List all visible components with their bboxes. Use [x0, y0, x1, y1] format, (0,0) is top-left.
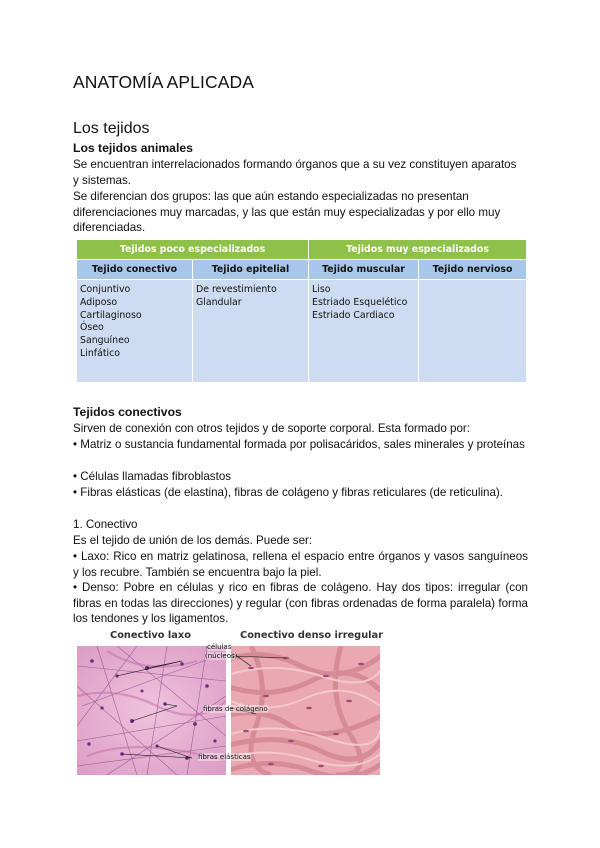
connective-bullet-cells: • Células llamadas fibroblastos [73, 470, 232, 483]
group-high-specialized: Tejidos muy especializados [309, 240, 527, 260]
header-epithelial: Tejido epitelial [193, 260, 309, 280]
conectivo-heading: 1. Conectivo [73, 518, 138, 531]
label-cells: células [207, 643, 232, 651]
label-collagen-fibers: fibras de colágeno [203, 705, 268, 713]
list-item: Cartilaginoso [80, 309, 142, 321]
cell-connective-types [77, 280, 193, 383]
list-item: Estriado Cardiaco [312, 309, 395, 321]
cell-epithelial-types [193, 280, 309, 383]
list-item: Adiposo [80, 296, 118, 308]
connective-intro: Sirven de conexión con otros tejidos y de soporte corporal. Esta formado por: [73, 422, 470, 435]
connective-tissues-heading: Tejidos conectivos [73, 405, 182, 419]
animal-paragraph-1: Se encuentran interrelacionados formando órganos que a su vez constituyen aparatos y sistemas. [73, 158, 517, 187]
connective-bullet-fibers: • Fibras elásticas (de elastina), fibras de colágeno y fibras reticulares (de reticulina). [73, 486, 503, 499]
section-title: Los tejidos [73, 120, 150, 137]
list-item: Liso [312, 284, 331, 295]
group-low-specialized: Tejidos poco especializados [77, 240, 309, 260]
caption-dense-irregular: Conectivo denso irregular [240, 630, 383, 641]
header-nervous: Tejido nervioso [419, 260, 527, 280]
cell-muscular-types [309, 280, 419, 383]
list-item: Glandular [196, 296, 242, 308]
list-item: De revestimiento [196, 284, 277, 295]
cell-nervous-types [419, 280, 527, 383]
label-nuclei: (núcleos) [205, 652, 238, 660]
connective-bullet-matrix: • Matriz o sustancia fundamental formada por polisacáridos, sales minerales y proteínas [73, 438, 525, 451]
conectivo-intro: Es el tejido de unión de los demás. Puede ser: [73, 534, 313, 547]
list-item: Sanguíneo [80, 335, 130, 347]
list-item: Óseo [80, 322, 104, 334]
conectivo-bullet-laxo: • Laxo: Rico en matriz gelatinosa, rellena el espacio entre órganos y vasos sanguíneos y los recubre. También se encuentra bajo la piel. [73, 550, 528, 579]
animal-paragraph-2: Se diferencian dos grupos: las que aún estando especializadas no presentan diferenciaciones muy marcadas, y las que están muy especializadas y por ello muy diferenciadas. [73, 190, 501, 235]
conectivo-bullet-denso: • Denso: Pobre en células y rico en fibras de colágeno. Hay dos tipos: irregular (con fibras en todas las direcciones) y regular (con fibras ordenadas de forma paralela) forma los tendones y los ligamentos. [73, 581, 528, 626]
page-title: ANATOMÍA APLICADA [73, 72, 254, 92]
tissues-table [76, 239, 527, 383]
label-elastic-fibers: fibras elásticas [198, 753, 251, 761]
list-item: Linfático [80, 347, 120, 359]
list-item: Estriado Esquelético [312, 296, 408, 308]
list-item: Conjuntivo [80, 284, 131, 295]
header-muscular: Tejido muscular [309, 260, 419, 280]
header-connective: Tejido conectivo [77, 260, 193, 280]
caption-loose-connective: Conectivo laxo [110, 630, 191, 641]
animal-tissues-heading: Los tejidos animales [73, 141, 193, 155]
